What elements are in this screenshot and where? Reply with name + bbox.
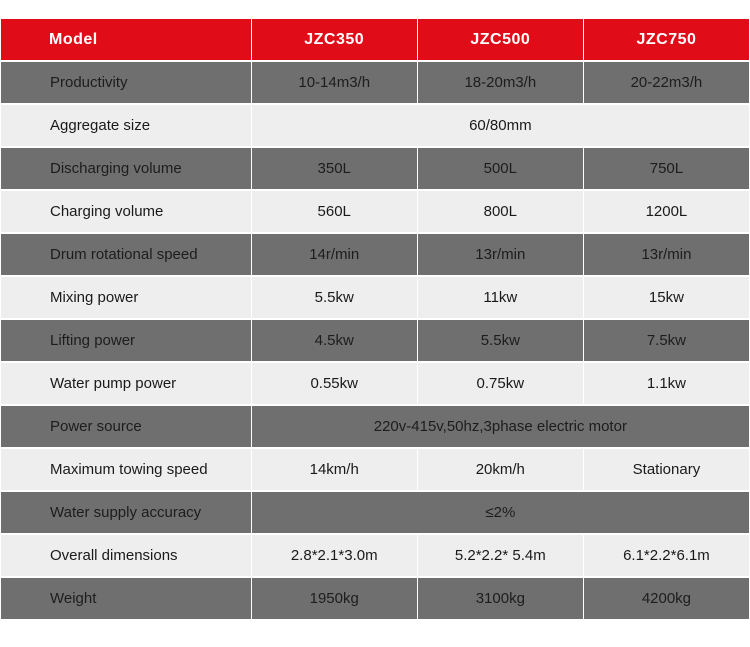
- table-row: [1, 406, 749, 447]
- row-value: 0.55kw: [252, 363, 417, 404]
- row-value: 4200kg: [584, 578, 749, 619]
- table-row: [1, 105, 749, 146]
- model-name-cell: JZC350: [252, 19, 417, 60]
- row-value: 11kw: [418, 277, 583, 318]
- table-row: [1, 492, 749, 533]
- row-value: 7.5kw: [584, 320, 749, 361]
- row-value: 14r/min: [252, 234, 417, 275]
- row-value: 5.5kw: [252, 277, 417, 318]
- row-value: 5.2*2.2* 5.4m: [418, 535, 583, 576]
- row-value: 10-14m3/h: [252, 62, 417, 103]
- row-label: Drum rotational speed: [1, 234, 251, 275]
- row-label: Maximum towing speed: [1, 449, 251, 490]
- row-label: Charging volume: [1, 191, 251, 232]
- row-value: 18-20m3/h: [418, 62, 583, 103]
- row-label: Mixing power: [1, 277, 251, 318]
- table-row: [1, 277, 749, 318]
- row-value: 13r/min: [584, 234, 749, 275]
- row-value: 13r/min: [418, 234, 583, 275]
- row-value: 800L: [418, 191, 583, 232]
- row-merged-value: 60/80mm: [252, 105, 749, 146]
- model-name-cell: JZC750: [584, 19, 749, 60]
- table-row: [1, 363, 749, 404]
- row-label: Productivity: [1, 62, 251, 103]
- row-label: Water supply accuracy: [1, 492, 251, 533]
- row-merged-value: 220v-415v,50hz,3phase electric motor: [252, 406, 749, 447]
- table-row: [1, 148, 749, 189]
- row-value: 4.5kw: [252, 320, 417, 361]
- table-row: [1, 578, 749, 619]
- model-header-cell: Model: [1, 19, 251, 60]
- row-value: 1200L: [584, 191, 749, 232]
- table-row: [1, 62, 749, 103]
- table-row: [1, 535, 749, 576]
- row-label: Discharging volume: [1, 148, 251, 189]
- row-value: 2.8*2.1*3.0m: [252, 535, 417, 576]
- row-value: 750L: [584, 148, 749, 189]
- row-value: 350L: [252, 148, 417, 189]
- row-value: 6.1*2.2*6.1m: [584, 535, 749, 576]
- table-row: [1, 449, 749, 490]
- row-label: Water pump power: [1, 363, 251, 404]
- table-row: [1, 320, 749, 361]
- table-header-row: [1, 19, 749, 60]
- row-value: 1950kg: [252, 578, 417, 619]
- spec-table: [0, 17, 750, 621]
- row-label: Power source: [1, 406, 251, 447]
- row-value: 560L: [252, 191, 417, 232]
- row-value: 14km/h: [252, 449, 417, 490]
- row-label: Overall dimensions: [1, 535, 251, 576]
- row-merged-value: ≤2%: [252, 492, 749, 533]
- row-value: 20-22m3/h: [584, 62, 749, 103]
- row-value: 0.75kw: [418, 363, 583, 404]
- table-row: [1, 234, 749, 275]
- table-row: [1, 191, 749, 232]
- row-value: 20km/h: [418, 449, 583, 490]
- model-name-cell: JZC500: [418, 19, 583, 60]
- row-value: Stationary: [584, 449, 749, 490]
- row-value: 5.5kw: [418, 320, 583, 361]
- row-value: 1.1kw: [584, 363, 749, 404]
- row-label: Lifting power: [1, 320, 251, 361]
- row-value: 15kw: [584, 277, 749, 318]
- row-label: Aggregate size: [1, 105, 251, 146]
- row-value: 500L: [418, 148, 583, 189]
- row-label: Weight: [1, 578, 251, 619]
- row-value: 3100kg: [418, 578, 583, 619]
